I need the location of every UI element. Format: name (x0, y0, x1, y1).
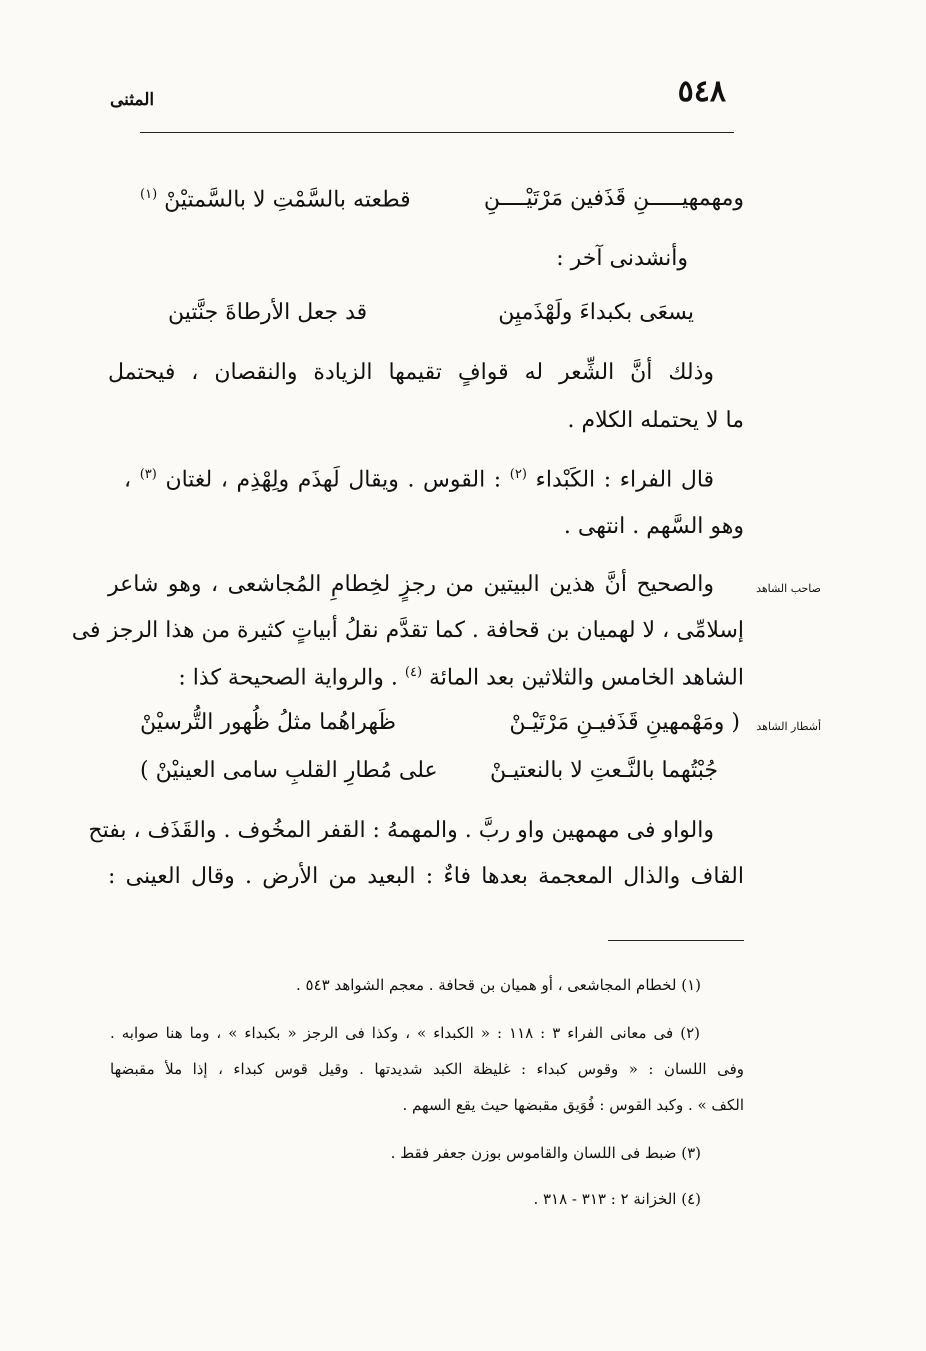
header-rule (140, 132, 734, 133)
verse3-line1-left: ظَهراهُما مثلُ ظُهور التُّرسيْنْ (140, 710, 397, 735)
para2-line1-a: قال الفراء : الكَبْداء (535, 467, 715, 493)
para2-line1 (124, 468, 714, 491)
para4-line2: القاف والذال المعجمة بعدها فاءٌ : البعيد من الأرض . وقال العينى : (108, 864, 744, 889)
verse3-line1-right: ( ومَهْمهينِ قَذَفيـنِ مَرْتَيْـنْ (509, 710, 740, 735)
verse1-right-hemistich: ومهمهيـــــنِ قَذَفين مَرْتَيْــــنِ (483, 186, 744, 211)
verse1-left-text: قطعته بالسَّمْتِ لا بالسَّمتيْنْ (164, 187, 411, 213)
footnote-ref-1: (١) (140, 187, 158, 202)
para1-line2: ما لا يحتمله الكلام . (567, 408, 744, 433)
page-number: ٥٤٨ (677, 74, 726, 109)
footnote-ref-4: (٤) (404, 665, 423, 680)
para3-line3 (178, 666, 744, 689)
footnote-ref-2: (٢) (509, 467, 527, 482)
margin-note-author: صاحب الشاهد (756, 582, 821, 595)
para4-line1: والواو فى مهمهين واو ربَّ . والمهمهُ : القفر المخُوف . والقَذَف ، بفتح (88, 818, 714, 843)
footnote-2-line1: (٢) فى معانى الفراء ٣ : ١١٨ : « الكبداء » ، وكذا فى الرجز « بكبداء » ، وما هنا صوابه . (110, 1024, 700, 1042)
verse2-right-hemistich: يسعَى بكبداءَ ولَهْذَميِن (498, 300, 694, 325)
para3-line3-a: الشاهد الخامس والثلاثين بعد المائة (429, 665, 744, 691)
verse3-line2-right: جُبْتُهما بالنَّـعتِ لا بالنعتيـنْ (489, 758, 718, 783)
verse2-intro: وأنشدنى آخر : (556, 246, 688, 271)
running-title: المثنى (110, 90, 155, 110)
verse3-line2-left: على مُطارِ القلبِ سامى العينيْنْ ) (140, 758, 438, 783)
para3-line1: والصحيح أنَّ هذين البيتين من رجزٍ لخِطامِ المُجاشعى ، وهو شاعر (108, 572, 714, 597)
verse1-left-hemistich (140, 188, 411, 211)
para2-line2: وهو السَّهم . انتهى . (563, 514, 744, 539)
para3-line2: إسلامِّى ، لا لهميان بن قحافة . كما تقدَّم نقلُ أبياتٍ كثيرة من هذا الرجز فى (71, 618, 744, 643)
para2-line1-b: : القوس . ويقال لَهذَم ولِهْذِم ، لغتان (165, 467, 502, 493)
footnote-rule (608, 940, 744, 941)
footnote-3: (٣) ضبط فى اللسان والقاموس بوزن جعفر فقط . (390, 1144, 701, 1162)
footnote-2-line3: الكف » . وكبد القوس : فُوَيق مقبضها حيث يقع السهم . (402, 1096, 744, 1114)
footnote-ref-3: (٣) (139, 467, 157, 482)
verse2-left-hemistich: قد جعل الأرطاةَ جنَّتين (168, 300, 368, 325)
margin-note-verses: أشطار الشاهد (756, 720, 821, 733)
footnote-4: (٤) الخزانة ٢ : ٣١٣ - ٣١٨ . (533, 1190, 701, 1208)
para1-line1: وذلك أنَّ الشِّعر له قوافٍ تقيمها الزيادة والنقصان ، فيحتمل (108, 360, 714, 385)
footnote-1: (١) لخطام المجاشعى ، أو هميان بن قحافة . معجم الشواهد ٥٤٣ . (295, 976, 701, 994)
para2-line1-c: ، (124, 467, 132, 493)
footnote-2-line2: وفى اللسان : « وقوس كبداء : غليظة الكبد شديدتها . وقيل قوس كبداء ، إذا ملأ مقبضها (110, 1060, 744, 1078)
para3-line3-b: . والرواية الصحيحة كذا : (178, 665, 398, 691)
